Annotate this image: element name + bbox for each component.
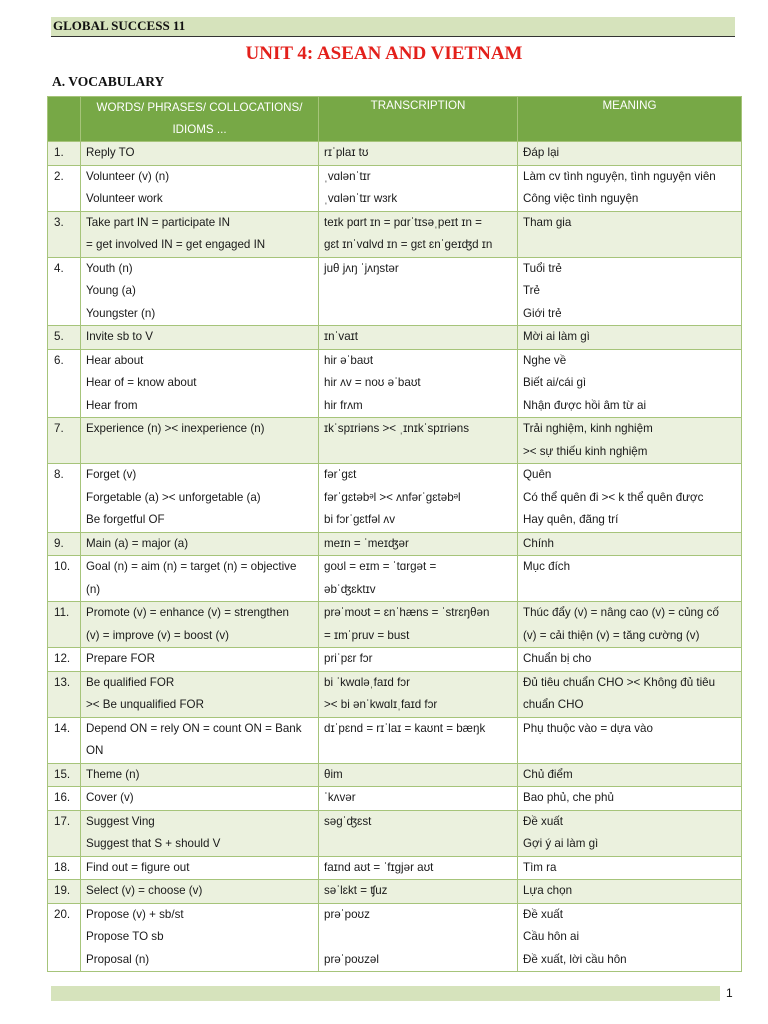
word-cell [81,532,319,556]
meaning-cell [518,880,742,904]
word-cell-line: Young (a) [86,284,136,297]
word-cell [81,787,319,811]
transcription-cell-line: >< bi ənˈkwɑlɪˌfaɪd fɔr [324,698,438,711]
unit-title: UNIT 4: ASEAN AND VIETNAM [245,43,523,64]
word-cell [81,763,319,787]
transcription-cell-line: fərˈgɛt [324,468,357,481]
meaning-column-header: MEANING [518,97,742,142]
word-cell-line: Cover (v) [86,791,134,804]
transcription-cell-line: juθ jʌŋ ˈjʌŋstər [324,261,399,275]
word-cell-line: Forget (v) [86,468,137,481]
transcription-cell [319,648,518,672]
word-cell-line: Forgetable (a) >< unforgetable (a) [86,490,261,504]
transcription-cell [319,671,518,717]
meaning-cell [518,648,742,672]
transcription-cell-line: prəˈmoʊt = ɛnˈhæns = ˈstrɛŋθən [324,606,490,619]
word-cell-line: Volunteer work [86,192,163,205]
meaning-cell-line: Đề xuất, lời cầu hôn [523,952,627,966]
meaning-cell [518,326,742,350]
meaning-cell-line: Cầu hôn ai [523,930,580,943]
row-number: 13. [48,671,81,717]
row-number: 18. [48,856,81,880]
row-number: 15. [48,763,81,787]
transcription-cell-line [324,926,512,949]
meaning-cell [518,856,742,880]
word-cell [81,671,319,717]
meaning-cell-line: Lựa chọn [523,884,573,897]
word-cell-line: Find out = figure out [86,860,190,874]
row-number: 9. [48,532,81,556]
transcription-column-header: TRANSCRIPTION [319,97,518,142]
number-column-header [48,97,81,142]
word-cell-line: >< Be unqualified FOR [86,698,204,711]
word-cell [81,856,319,880]
meaning-cell [518,257,742,326]
table-row [48,556,742,602]
transcription-cell [319,856,518,880]
transcription-cell [319,763,518,787]
transcription-cell [319,787,518,811]
table-row [48,763,742,787]
transcription-cell-line: ɪkˈspɪriəns >< ˌɪnɪkˈspɪriəns [324,422,469,435]
word-cell-line: Experience (n) >< inexperience (n) [86,422,265,435]
word-cell-line: (n) [86,582,101,596]
word-cell [81,556,319,602]
word-cell-line: ON [86,744,104,757]
word-cell [81,142,319,166]
meaning-cell-line: Tham gia [523,215,572,229]
transcription-cell-line: prəˈpoʊzəl [324,952,379,966]
transcription-cell-line: θim [324,767,343,781]
transcription-cell-line: rɪˈplaɪ tʊ [324,146,369,159]
transcription-cell-line: meɪn = ˈmeɪʤər [324,536,409,550]
meaning-cell-line: Đủ tiêu chuẩn CHO >< Không đủ tiêu [523,675,716,689]
transcription-cell [319,257,518,326]
transcription-cell [319,810,518,856]
transcription-cell-line: fərˈgɛtəbᵊl >< ʌnfərˈgɛtəbᵊl [324,490,461,504]
word-cell-line: Promote (v) = enhance (v) = strengthen [86,606,289,619]
row-number: 12. [48,648,81,672]
word-cell-line: Goal (n) = aim (n) = target (n) = objective [86,560,297,573]
word-cell-line: Depend ON = rely ON = count ON = Bank [86,721,302,735]
table-row [48,349,742,418]
meaning-cell-line: Mời ai làm gì [523,330,590,343]
meaning-cell-line: Làm cv tình nguyện, tình nguyện viên [523,169,716,183]
meaning-cell [518,602,742,648]
header-bar [51,17,735,37]
table-row [48,418,742,464]
meaning-cell-line: Nghe về [523,353,567,367]
table-header-row [48,97,742,142]
transcription-cell-line: gɛt ɪnˈvɑlvd ɪn = gɛt ɛnˈgeɪʤd ɪn [324,238,493,251]
transcription-cell-line: teɪk pɑrt ɪn = pɑrˈtɪsəˌpeɪt ɪn = [324,215,482,229]
transcription-cell [319,532,518,556]
word-cell-line: Main (a) = major (a) [86,536,189,550]
transcription-cell-line: səgˈʤɛst [324,814,372,828]
meaning-cell-line: Tuổi trẻ [523,261,562,275]
section-heading: A. VOCABULARY [52,74,165,89]
row-number: 3. [48,211,81,257]
transcription-cell-line: prəˈpoʊz [324,907,370,921]
table-row [48,464,742,533]
meaning-cell [518,165,742,211]
word-cell-line: Take part IN = participate IN [86,215,231,229]
transcription-cell [319,211,518,257]
transcription-cell [319,464,518,533]
vocabulary-table [47,96,742,972]
meaning-cell [518,763,742,787]
transcription-cell [319,556,518,602]
footer-bar [51,986,720,1001]
meaning-cell-line: Biết ai/cái gì [523,376,587,389]
word-cell-line: Propose (v) + sb/st [86,907,184,921]
transcription-cell-line: hir frʌm [324,398,363,412]
transcription-cell-line: = ɪmˈpruv = bust [324,628,410,642]
meaning-cell-line: Mục đích [523,560,571,573]
row-number: 16. [48,787,81,811]
word-cell [81,211,319,257]
meaning-cell-line: (v) = cải thiện (v) = tăng cường (v) [523,628,700,642]
meaning-cell-line: Gợi ý ai làm gì [523,837,599,850]
transcription-cell-line: bi fɔrˈgɛtfəl ʌv [324,513,396,526]
word-cell-line: Suggest that S + should V [86,837,221,850]
meaning-cell-line: Có thể quên đi >< k thể quên được [523,490,704,504]
transcription-cell [319,142,518,166]
table-row [48,787,742,811]
word-cell [81,418,319,464]
meaning-cell-line: Hay quên, đãng trí [523,513,619,526]
transcription-cell-line: ɪnˈvaɪt [324,330,359,343]
meaning-cell [518,903,742,972]
page-number: 1 [726,986,733,1000]
table-row [48,717,742,763]
row-number: 14. [48,717,81,763]
meaning-cell [518,418,742,464]
word-cell [81,880,319,904]
word-cell-line: Select (v) = choose (v) [86,884,203,897]
course-name: GLOBAL SUCCESS 11 [53,18,186,33]
table-row [48,602,742,648]
meaning-cell-line: Thúc đẩy (v) = nâng cao (v) = củng cố [523,606,719,619]
word-cell-line: Proposal (n) [86,952,150,966]
word-cell-line: Invite sb to V [86,330,154,343]
word-cell-line: Volunteer (v) (n) [86,169,170,183]
word-cell [81,717,319,763]
meaning-cell [518,810,742,856]
meaning-cell [518,532,742,556]
word-cell [81,903,319,972]
meaning-cell-line: Chủ điểm [523,767,573,781]
meaning-cell [518,671,742,717]
meaning-cell [518,717,742,763]
row-number: 6. [48,349,81,418]
row-number: 5. [48,326,81,350]
row-number: 4. [48,257,81,326]
transcription-cell-line: ˌvɑlənˈtɪr wɜrk [324,192,398,205]
row-number: 1. [48,142,81,166]
row-number: 11. [48,602,81,648]
table-row [48,880,742,904]
word-cell-line: Hear of = know about [86,376,197,389]
table-row [48,257,742,326]
word-cell-line: Youth (n) [86,261,133,275]
word-cell [81,602,319,648]
table-row [48,648,742,672]
word-cell-line: Hear from [86,398,138,412]
word-cell-line: = get involved IN = get engaged IN [86,238,266,251]
transcription-cell-line: ˈkʌvər [324,791,356,804]
transcription-cell-line: priˈpɛr fɔr [324,652,373,665]
word-cell [81,648,319,672]
transcription-cell-line: hir əˈbaʊt [324,353,374,367]
word-cell [81,810,319,856]
word-cell-line: Propose TO sb [86,930,164,943]
meaning-cell-line: Trải nghiệm, kinh nghiệm [523,422,653,435]
word-cell-line: Be qualified FOR [86,675,175,689]
transcription-cell-line: goʊl = eɪm = ˈtɑrgət = [324,560,437,573]
meaning-cell [518,464,742,533]
table-row [48,532,742,556]
meaning-cell-line: chuẩn CHO [523,698,584,711]
transcription-cell-line: ˌvɑlənˈtɪr [324,169,371,183]
meaning-cell-line: Nhận được hồi âm từ ai [523,398,647,412]
transcription-cell [319,326,518,350]
meaning-cell-line: >< sự thiếu kinh nghiệm [523,444,648,458]
meaning-cell-line: Chuẩn bị cho [523,652,592,665]
meaning-cell [518,349,742,418]
meaning-cell-line: Chính [523,536,554,550]
word-cell-line: Suggest Ving [86,814,155,828]
transcription-cell [319,349,518,418]
word-cell [81,257,319,326]
word-cell-line: Theme (n) [86,767,140,781]
meaning-cell-line: Giới trẻ [523,306,562,320]
transcription-cell-line: səˈlɛkt = ʧuz [324,884,388,897]
meaning-cell [518,211,742,257]
transcription-cell [319,880,518,904]
meaning-cell-line: Phụ thuộc vào = dựa vào [523,721,653,735]
row-number: 10. [48,556,81,602]
meaning-cell [518,787,742,811]
meaning-cell-line: Trẻ [523,284,540,297]
word-cell [81,349,319,418]
row-number: 19. [48,880,81,904]
meaning-cell [518,142,742,166]
words-column-header: WORDS/ PHRASES/ COLLOCATIONS/ IDIOMS ... [81,97,319,142]
word-cell-line: Prepare FOR [86,652,155,665]
word-cell-line: Reply TO [86,146,135,159]
row-number: 2. [48,165,81,211]
transcription-cell [319,165,518,211]
word-cell-line: (v) = improve (v) = boost (v) [86,628,230,642]
row-number: 8. [48,464,81,533]
table-row [48,326,742,350]
vocabulary-table-body [48,142,742,972]
table-row [48,810,742,856]
table-row [48,211,742,257]
transcription-cell-line: faɪnd aʊt = ˈfɪgjər aʊt [324,860,434,874]
row-number: 7. [48,418,81,464]
table-row [48,856,742,880]
meaning-cell-line: Đáp lại [523,146,560,159]
word-cell [81,326,319,350]
word-cell-line: Be forgetful OF [86,513,165,526]
transcription-cell-line: bi ˈkwɑləˌfaɪd fɔr [324,675,410,689]
meaning-cell [518,556,742,602]
transcription-cell [319,717,518,763]
meaning-cell-line: Tìm ra [523,860,557,874]
meaning-cell-line: Quên [523,468,552,481]
word-cell-line: Hear about [86,353,144,367]
transcription-cell [319,602,518,648]
row-number: 17. [48,810,81,856]
transcription-cell [319,903,518,972]
transcription-cell-line: əbˈʤɛktɪv [324,582,376,596]
transcription-cell [319,418,518,464]
transcription-cell-line: hir ʌv = noʊ əˈbaʊt [324,376,421,389]
table-row [48,671,742,717]
row-number: 20. [48,903,81,972]
table-row [48,165,742,211]
meaning-cell-line: Bao phủ, che phủ [523,791,614,804]
word-cell [81,165,319,211]
table-row [48,903,742,972]
word-cell [81,464,319,533]
word-cell-line: Youngster (n) [86,306,156,320]
transcription-cell-line: dɪˈpɛnd = rɪˈlaɪ = kaʊnt = bæŋk [324,721,486,735]
table-row [48,142,742,166]
meaning-cell-line: Đề xuất [523,814,563,828]
meaning-cell-line: Công việc tình nguyện [523,192,639,205]
meaning-cell-line: Đề xuất [523,907,563,921]
